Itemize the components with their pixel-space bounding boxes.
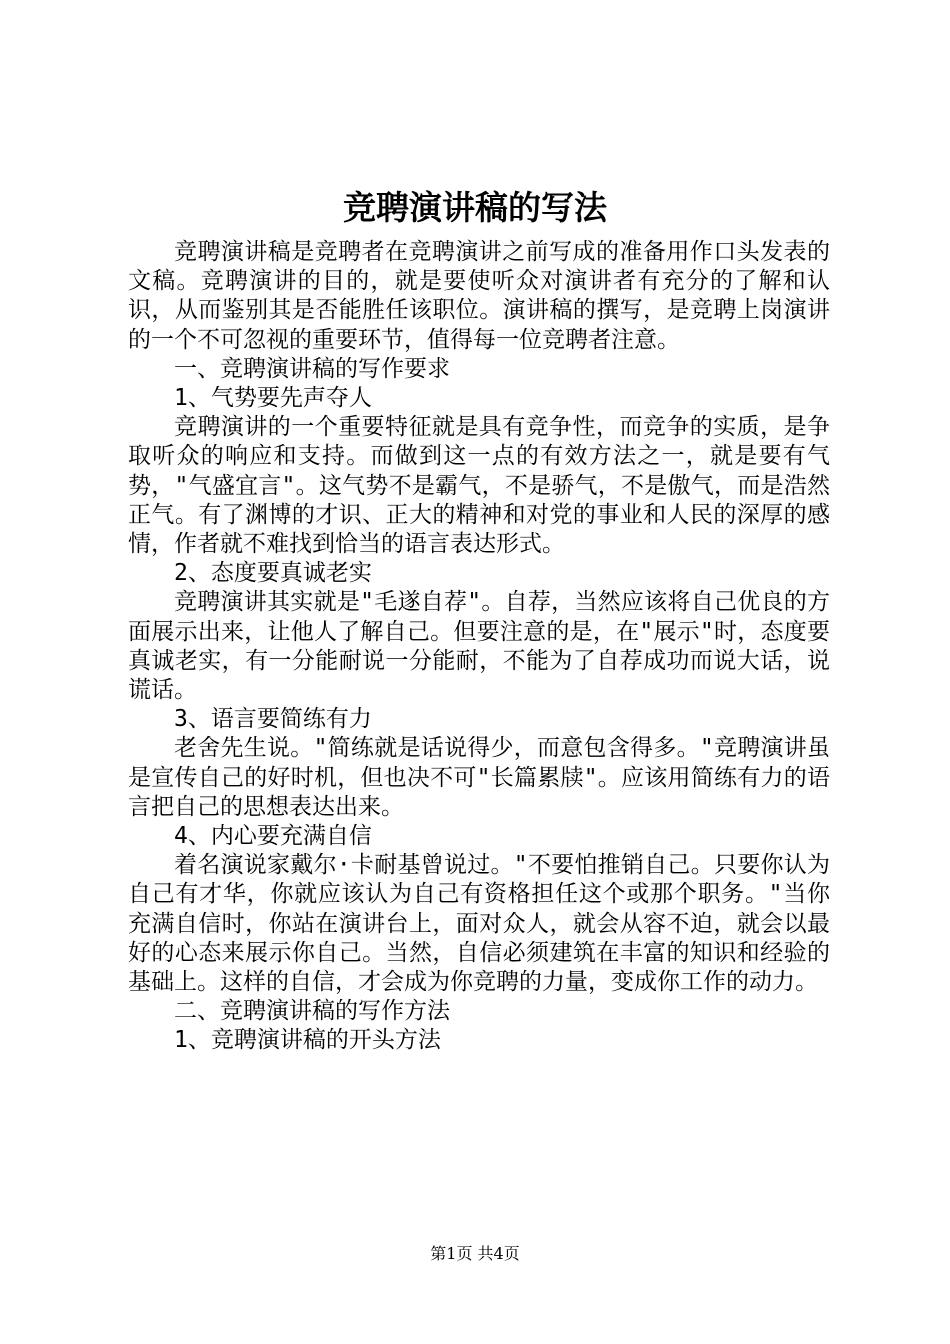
- page-indicator: 第1页 共4页: [430, 1244, 520, 1263]
- paragraph-sincerity: 竞聘演讲其实就是"毛遂自荐"。自荐，当然应该将自己优良的方面展示出来，让他人了解自己。但要注意的是，在"展示"时，态度要真诚老实，有一分能耐说一分能耐，不能为了自荐成功而说大话，说谎话。: [128, 589, 830, 704]
- subheading-sincerity: 2、态度要真诚老实: [174, 560, 372, 587]
- paragraph-concise-language: 老舍先生说。"简练就是话说得少，而意包含得多。"竞聘演讲虽是宣传自己的好时机，但也决不可"长篇累牍"。应该用简练有力的语言把自己的思想表达出来。: [128, 735, 830, 820]
- paragraph-intro: 竞聘演讲稿是竞聘者在竞聘演讲之前写成的准备用作口头发表的文稿。竞聘演讲的目的，就是要使听众对演讲者有充分的了解和认识，从而鉴别其是否能胜任该职位。演讲稿的撰写，是竞聘上岗演讲的一个不可忽视的重要环节，值得每一位竞聘者注意。: [128, 239, 830, 353]
- paragraph-momentum: 竞聘演讲的一个重要特征就是具有竞争性，而竞争的实质，是争取听众的响应和支持。而做到这一点的有效方法之一，就是要有气势，"气盛宜言"。这气势不是霸气，不是骄气，不是傲气，而是浩然正气。有了渊博的才识、正大的精神和对党的事业和人民的深厚的感情，作者就不难找到恰当的语言表达形式。: [128, 414, 830, 558]
- subheading-confidence: 4、内心要充满自信: [174, 823, 372, 850]
- subheading-opening-methods: 1、竞聘演讲稿的开头方法: [174, 1027, 441, 1054]
- paragraph-confidence: 着名演说家戴尔·卡耐基曾说过。"不要怕推销自己。只要你认为自己有才华，你就应该认为自己有资格担任这个或那个职务。"当你充满自信时，你站在演讲台上，面对众人，就会从容不迫，就会以最好的心态来展示你自己。当然，自信必须建筑在丰富的知识和经验的基础上。这样的自信，才会成为你竞聘的力量，变成你工作的动力。: [128, 852, 830, 996]
- section-heading-writing-methods: 二、竞聘演讲稿的写作方法: [174, 998, 450, 1025]
- subheading-concise-language: 3、语言要简练有力: [174, 706, 372, 733]
- section-heading-writing-requirements: 一、竞聘演讲稿的写作要求: [174, 355, 450, 382]
- document-body: [128, 238, 830, 1056]
- document-title: 竞聘演讲稿的写法: [343, 188, 607, 227]
- subheading-momentum: 1、气势要先声夺人: [174, 385, 372, 412]
